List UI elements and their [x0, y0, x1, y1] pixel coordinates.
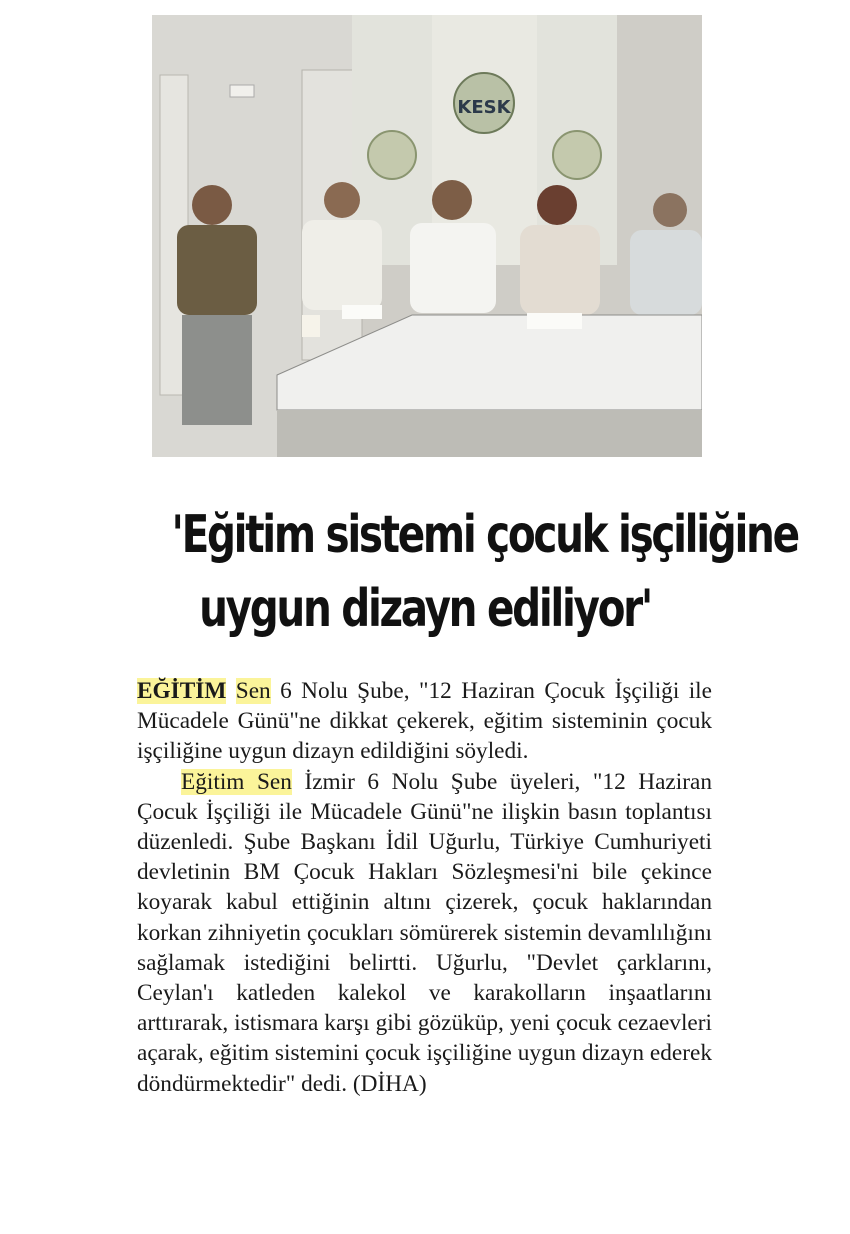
- lead-text: 6 Nolu Şube, "12 Haziran Çocuk İşçiliği ile Mücadele Günü"ne dikkat çekerek, eğitim sisteminin çocuk işçiliğine uygun dizayn edildiğini söyledi.: [137, 678, 712, 765]
- body-paragraph: [137, 767, 712, 1099]
- body-text: İzmir 6 Nolu Şube üyeleri, "12 Haziran Çocuk İşçiliği ile Mücadele Günü"ne ilişkin basın toplantısı düzenledi. Şube Başkanı İdil Uğurlu, Türkiye Cumhuriyeti devletinin BM Çocuk Hakları Sözleşmesi'ni bile çekince koyarak kabul ettiğinin altını çizerek, çocuk haklarından korkan zihniyetin çocukları sömürerek sistemin devamlılığını sağlamak istediğini belirtti. Uğurlu, "Devlet çarklarını, Ceylan'ı katleden kalekol ve karakolların inşaatlarını arttırarak, istismara karşı gibi gözüküp, yeni çocuk cezaevleri açarak, eğitim sistemini çocuk işçiliğine uygun dizayn ederek döndürmektedir" dedi. (DİHA): [137, 768, 712, 1097]
- highlighted-term: EĞİTİM: [137, 678, 227, 704]
- press-conference-photo: [152, 15, 702, 457]
- highlighted-term: Eğitim Sen: [181, 768, 292, 795]
- headline: [171, 498, 798, 646]
- headline-line-1: 'Eğitim sistemi çocuk işçiliğine: [171, 505, 798, 565]
- article-body: [137, 676, 712, 1099]
- highlighted-term: Sen: [235, 678, 271, 704]
- lead-paragraph: [137, 676, 712, 767]
- headline-line-2: uygun dizayn ediliyor': [199, 579, 651, 639]
- svg-text:KESK: KESK: [457, 97, 511, 118]
- kesk-logo: [454, 73, 514, 133]
